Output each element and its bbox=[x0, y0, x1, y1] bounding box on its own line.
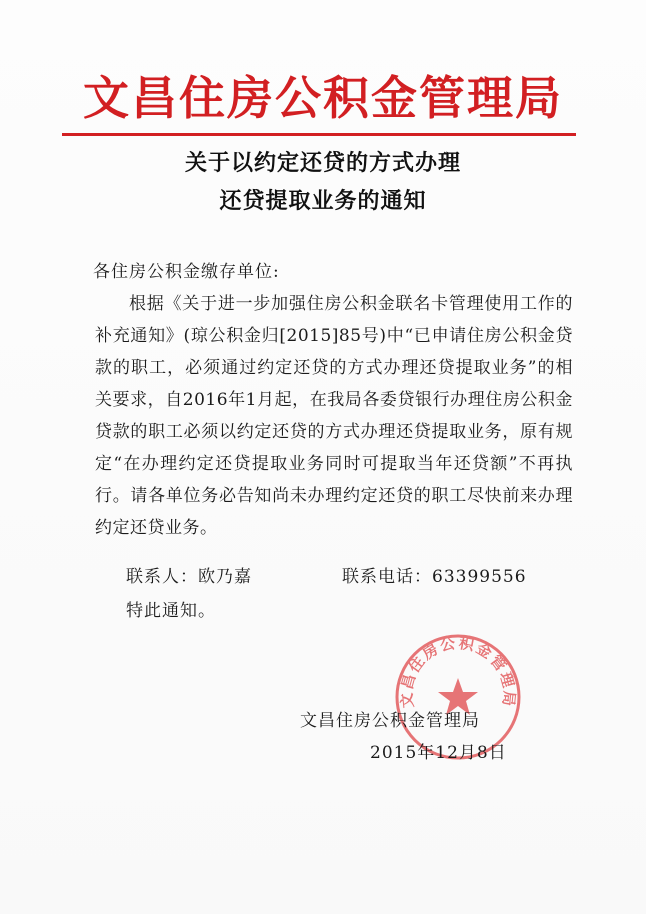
signature-organization: 文昌住房公积金管理局 bbox=[300, 711, 480, 731]
contact-phone: 联系电话：63399556 bbox=[342, 567, 527, 587]
seal-text: 文昌住房公积金管理局 bbox=[397, 633, 519, 709]
notice-title-line1: 关于以约定还贷的方式办理 bbox=[184, 151, 461, 176]
closing-line: 特此通知。 bbox=[126, 601, 216, 621]
contact-person: 联系人：欧乃嘉 bbox=[126, 567, 252, 587]
letterhead-title: 文昌住房公积金管理局 bbox=[83, 71, 563, 125]
letterhead-rule bbox=[62, 133, 576, 136]
salutation: 各住房公积金缴存单位: bbox=[93, 262, 280, 282]
body-paragraph: 根据《关于进一步加强住房公积金联名卡管理使用工作的补充通知》(琼公积金归[2015]85号)中“已申请住房公积金贷款的职工，必须通过约定还贷的方式办理还贷提取业务”的相关要求，自2016年1月起，在我局各委贷银行办理住房公积金贷款的职工必须以约定还贷的方式办理还贷提取业务，原有规定“在办理约定还贷提取业务同时可提取当年还贷额”不再执行。请各单位务必告知尚未办理约定还贷的职工尽快前来办理约定还贷业务。 bbox=[95, 294, 573, 538]
notice-title-line2: 还贷提取业务的通知 bbox=[219, 189, 427, 214]
signature-date: 2015年12月8日 bbox=[370, 743, 507, 763]
